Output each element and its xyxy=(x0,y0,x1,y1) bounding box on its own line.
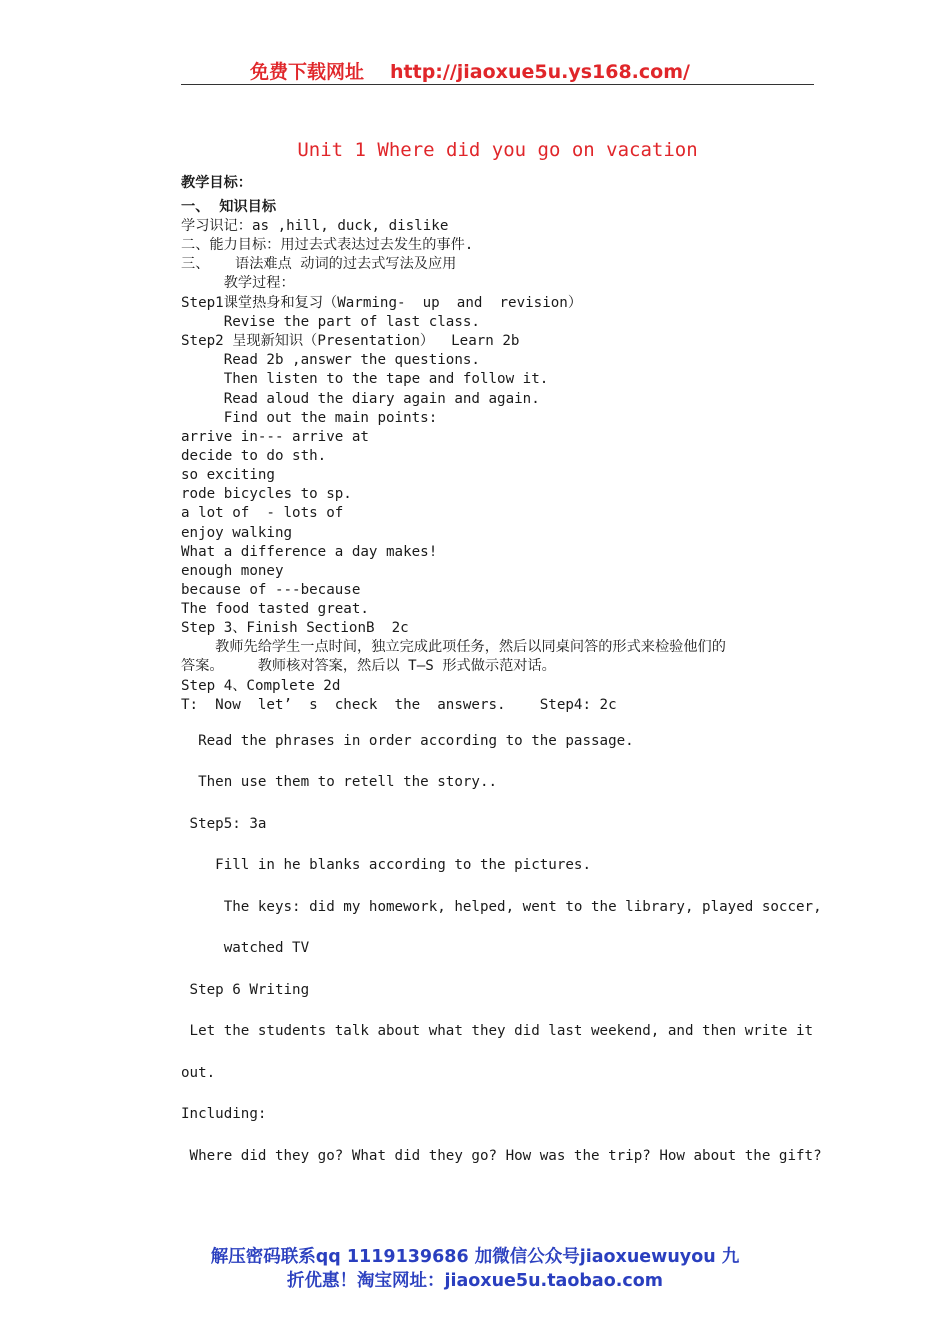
page-header xyxy=(181,52,814,85)
text-line: Fill in he blanks according to the pictures. xyxy=(181,857,591,873)
text-line: Let the students talk about what they did last weekend, and then write it xyxy=(181,1023,814,1039)
text-line: T: Now let’ s check the answers. Step4: 2c xyxy=(181,697,617,713)
text-line: watched TV xyxy=(181,940,310,956)
text-line: Revise the part of last class. xyxy=(181,314,480,330)
text-line: Step5: 3a xyxy=(181,816,267,832)
text-line: Read aloud the diary again and again. xyxy=(181,391,540,407)
text-line: Step 6 Writing xyxy=(181,982,310,998)
text-line: so exciting xyxy=(181,467,275,483)
text-line: Find out the main points: xyxy=(181,410,438,426)
text-line: because of ---because xyxy=(181,582,361,598)
text-line: Step2 呈现新知识（Presentation） Learn 2b xyxy=(181,333,520,349)
text-line: The food tasted great. xyxy=(181,601,369,617)
text-line: Step1课堂热身和复习（Warming- up and revision） xyxy=(181,295,583,311)
text-line: decide to do sth. xyxy=(181,448,327,464)
text-line: a lot of - lots of xyxy=(181,505,344,521)
text-line: Where did they go? What did they go? How was the trip? How about the gift? xyxy=(181,1148,822,1164)
document-title: Unit 1 Where did you go on vacation xyxy=(297,139,698,161)
footer-line-2: 折优惠！淘宝网址：jiaoxue5u.taobao.com xyxy=(286,1271,664,1291)
text-line: 教学过程： xyxy=(181,275,295,291)
text-line-objectives-heading: 教学目标： xyxy=(181,175,252,191)
text-line: arrive in--- arrive at xyxy=(181,429,369,445)
header-label: 免费下载网址 xyxy=(250,61,365,83)
header-text xyxy=(250,57,690,84)
text-line: enough money xyxy=(181,563,284,579)
text-line-knowledge-heading: 一、 知识目标 xyxy=(181,199,277,215)
footer-line-1: 解压密码联系qq 1119139686 加微信公众号jiaoxuewuyou 九 xyxy=(210,1247,740,1267)
text-line: Then listen to the tape and follow it. xyxy=(181,371,549,387)
text-line: Then use them to retell the story.. xyxy=(181,774,498,790)
text-line: rode bicycles to sp. xyxy=(181,486,352,502)
text-line: out. xyxy=(181,1065,216,1081)
header-url-link[interactable]: http://jiaoxue5u.ys168.com/ xyxy=(390,61,690,83)
text-line: Read the phrases in order according to the passage. xyxy=(181,733,634,749)
text-line: Read 2b ,answer the questions. xyxy=(181,352,480,368)
text-line: 二、能力目标：用过去式表达过去发生的事件. xyxy=(181,237,474,253)
text-line: 答案。 教师核对答案，然后以 T—S 形式做示范对话。 xyxy=(181,658,556,674)
text-line: 学习识记：as ,hill, duck, dislike xyxy=(181,218,449,234)
text-line: Step 4、Complete 2d xyxy=(181,678,341,694)
text-line: 三、 语法难点 动词的过去式写法及应用 xyxy=(181,256,457,272)
text-line: What a difference a day makes! xyxy=(181,544,438,560)
text-line: Step 3、Finish SectionB 2c xyxy=(181,620,409,636)
text-line: The keys: did my homework, helped, went to the library, played soccer, xyxy=(181,899,822,915)
text-line: 教师先给学生一点时间，独立完成此项任务，然后以同桌问答的形式来检验他们的 xyxy=(181,639,726,655)
text-line: Including: xyxy=(181,1106,267,1122)
text-line: enjoy walking xyxy=(181,525,293,541)
